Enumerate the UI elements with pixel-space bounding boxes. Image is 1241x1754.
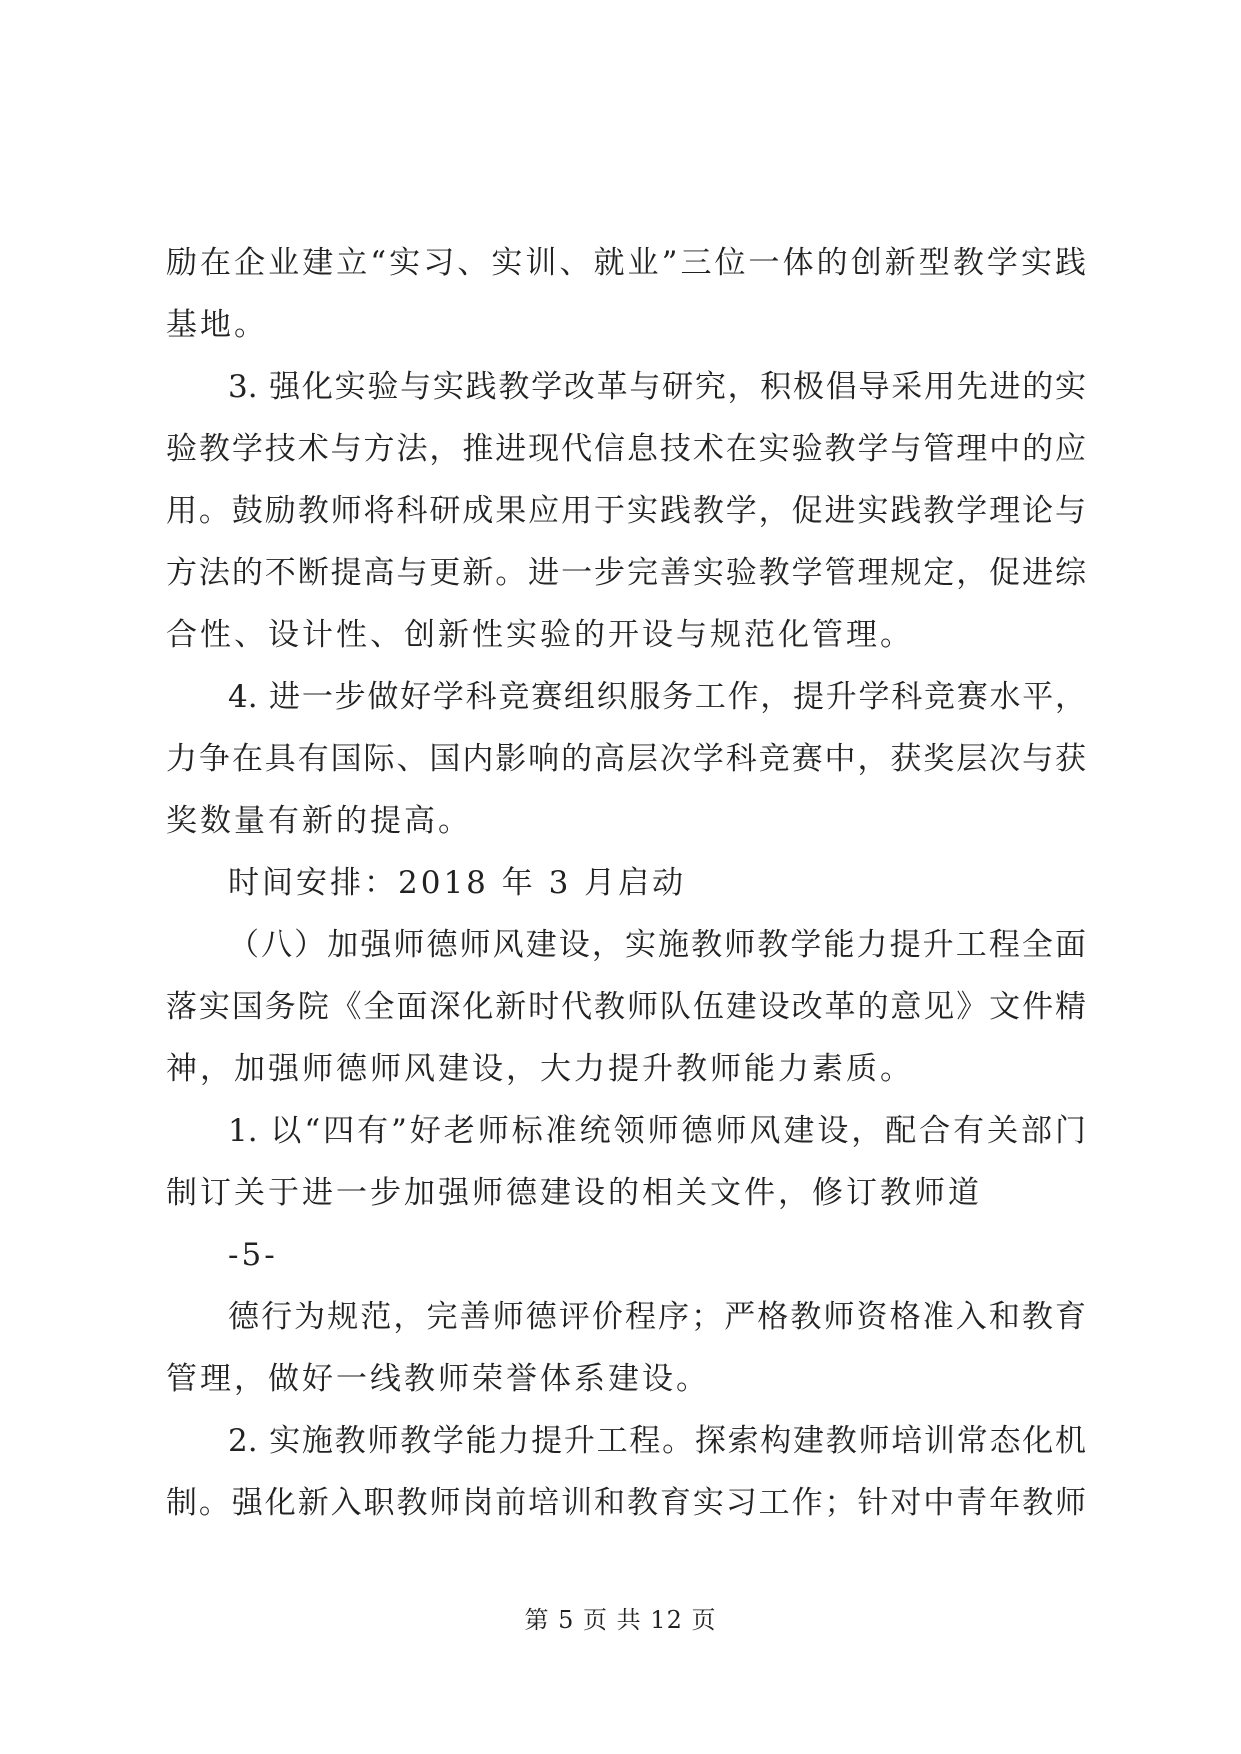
text-line: 用。鼓励教师将科研成果应用于实践教学，促进实践教学理论与 — [166, 493, 1086, 529]
text-line: 管理，做好一线教师荣誉体系建设。 — [166, 1361, 710, 1397]
text-line: 1. 以“四有”好老师标准统领师德师风建设，配合有关部门 — [228, 1113, 1086, 1149]
text-line: 4. 进一步做好学科竞赛组织服务工作，提升学科竞赛水平， — [228, 679, 1086, 715]
text-line: 基地。 — [166, 307, 268, 343]
section-heading: （八）加强师德师风建设，实施教师教学能力提升工程全面 — [228, 927, 1086, 963]
text-line: 方法的不断提高与更新。进一步完善实验教学管理规定，促进综 — [166, 555, 1086, 591]
text-line: 3. 强化实验与实践教学改革与研究，积极倡导采用先进的实 — [228, 369, 1086, 405]
text-line: 合性、设计性、创新性实验的开设与规范化管理。 — [166, 617, 914, 653]
text-line: 制订关于进一步加强师德建设的相关文件，修订教师道 — [166, 1175, 982, 1211]
text-line: 落实国务院《全面深化新时代教师队伍建设改革的意见》文件精 — [166, 989, 1086, 1025]
document-body — [166, 232, 1086, 1534]
text-line: 力争在具有国际、国内影响的高层次学科竞赛中，获奖层次与获 — [166, 741, 1086, 777]
text-line: 验教学技术与方法，推进现代信息技术在实验教学与管理中的应 — [166, 431, 1086, 467]
inline-page-number: -5- — [228, 1237, 278, 1273]
text-line: 奖数量有新的提高。 — [166, 803, 472, 839]
page-footer: 第 5 页 共 12 页 — [524, 1606, 717, 1634]
text-line: 德行为规范，完善师德评价程序；严格教师资格准入和教育 — [228, 1299, 1086, 1335]
text-line: 2. 实施教师教学能力提升工程。探索构建教师培训常态化机 — [228, 1423, 1086, 1459]
schedule-line: 时间安排：2018 年 3 月启动 — [228, 865, 687, 901]
text-line: 制。强化新入职教师岗前培训和教育实习工作；针对中青年教师 — [166, 1485, 1086, 1521]
text-line: 励在企业建立“实习、实训、就业”三位一体的创新型教学实践 — [166, 245, 1086, 281]
text-line: 神，加强师德师风建设，大力提升教师能力素质。 — [166, 1051, 914, 1087]
